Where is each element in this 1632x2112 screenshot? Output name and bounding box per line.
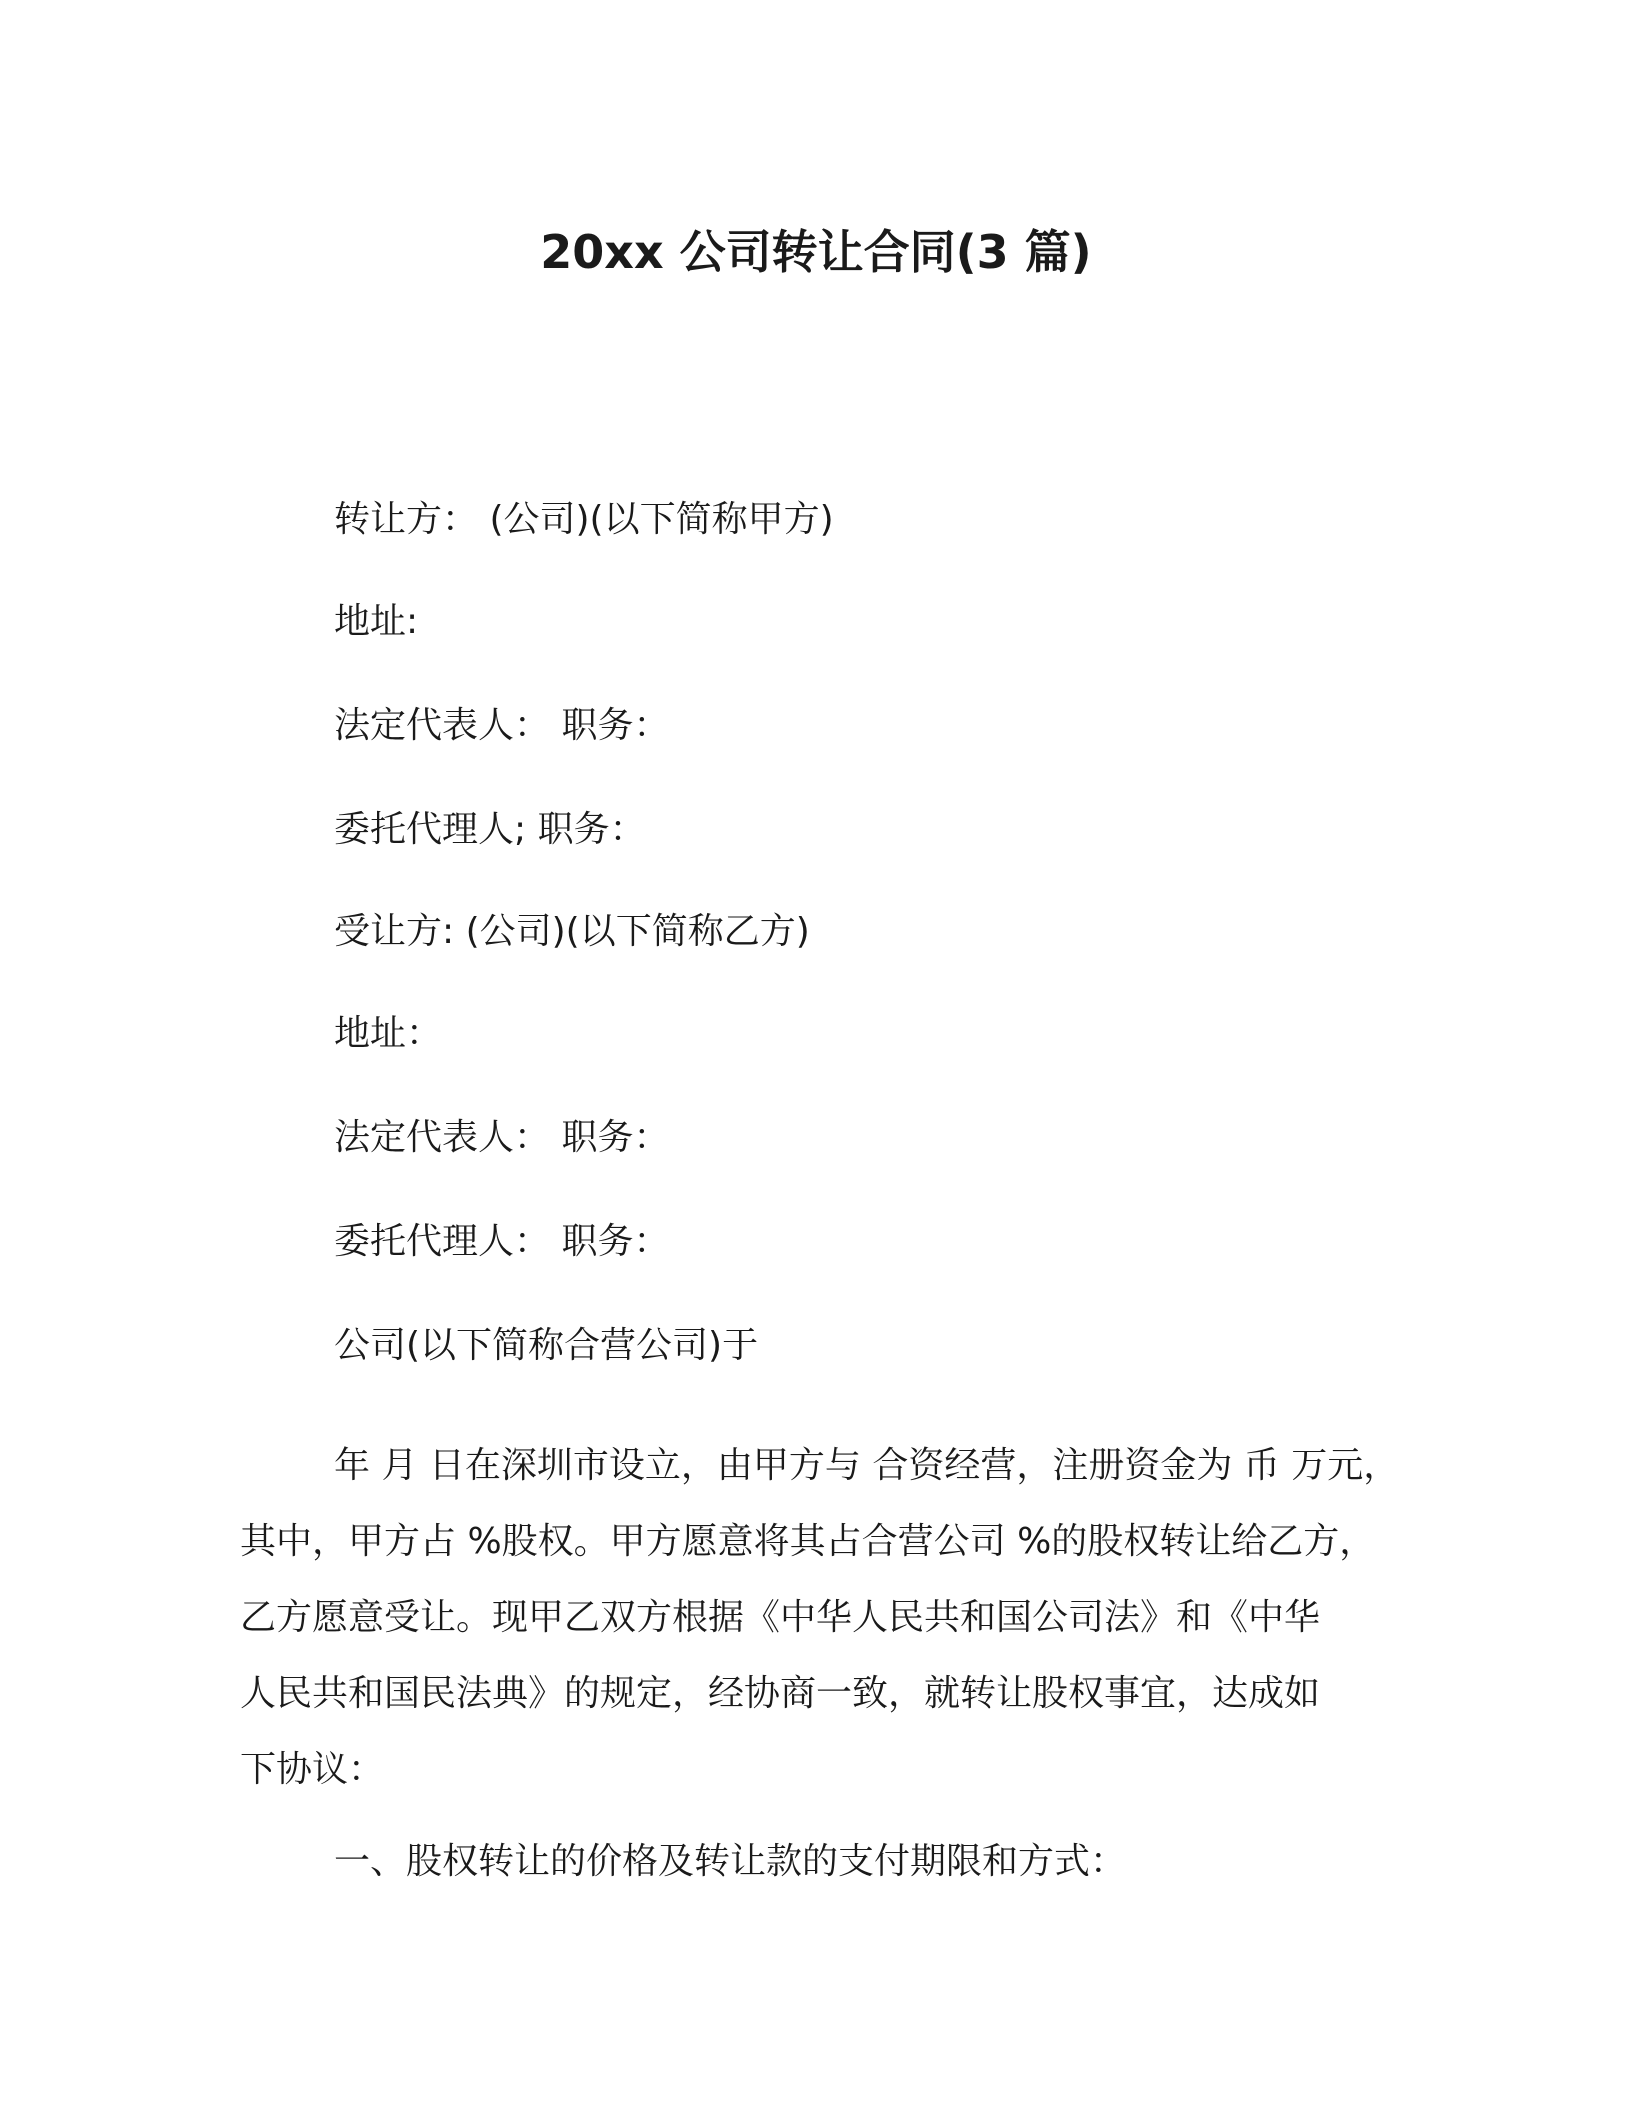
agreement-paragraph [240,1428,1420,1808]
transferee-agent-line: 委托代理人： 职务： [334,1221,670,1262]
paragraph-line: 乙方愿意受让。现甲乙双方根据《中华人民共和国公司法》和《中华 [240,1597,1321,1638]
section-heading: 一、股权转让的价格及转让款的支付期限和方式： [334,1841,1127,1882]
transferor-legal-rep-line: 法定代表人： 职务： [334,705,670,746]
paragraph-line: 其中，甲方占 %股权。甲方愿意将其占合营公司 %的股权转让给乙方， [240,1521,1376,1562]
transferee-legal-rep-line: 法定代表人： 职务： [334,1117,670,1158]
transferor-address-line: 地址: [334,601,419,642]
paragraph-line: 人民共和国民法典》的规定，经协商一致，就转让股权事宜，达成如 [240,1673,1321,1714]
transferee-address-line: 地址： [334,1013,443,1054]
paragraph-line: 下协议： [240,1749,385,1790]
paragraph-line: 年 月 日在深圳市设立，由甲方与 合资经营，注册资金为 币 万元， [334,1445,1400,1486]
document-title: 20xx 公司转让合同(3 篇) [540,225,1092,279]
transferee-line: 受让方: (公司)(以下简称乙方) [334,911,810,952]
transferor-line: 转让方： (公司)(以下简称甲方) [334,499,834,540]
joint-venture-line: 公司(以下简称合营公司)于 [334,1325,759,1366]
transferor-agent-line: 委托代理人; 职务： [334,809,646,850]
